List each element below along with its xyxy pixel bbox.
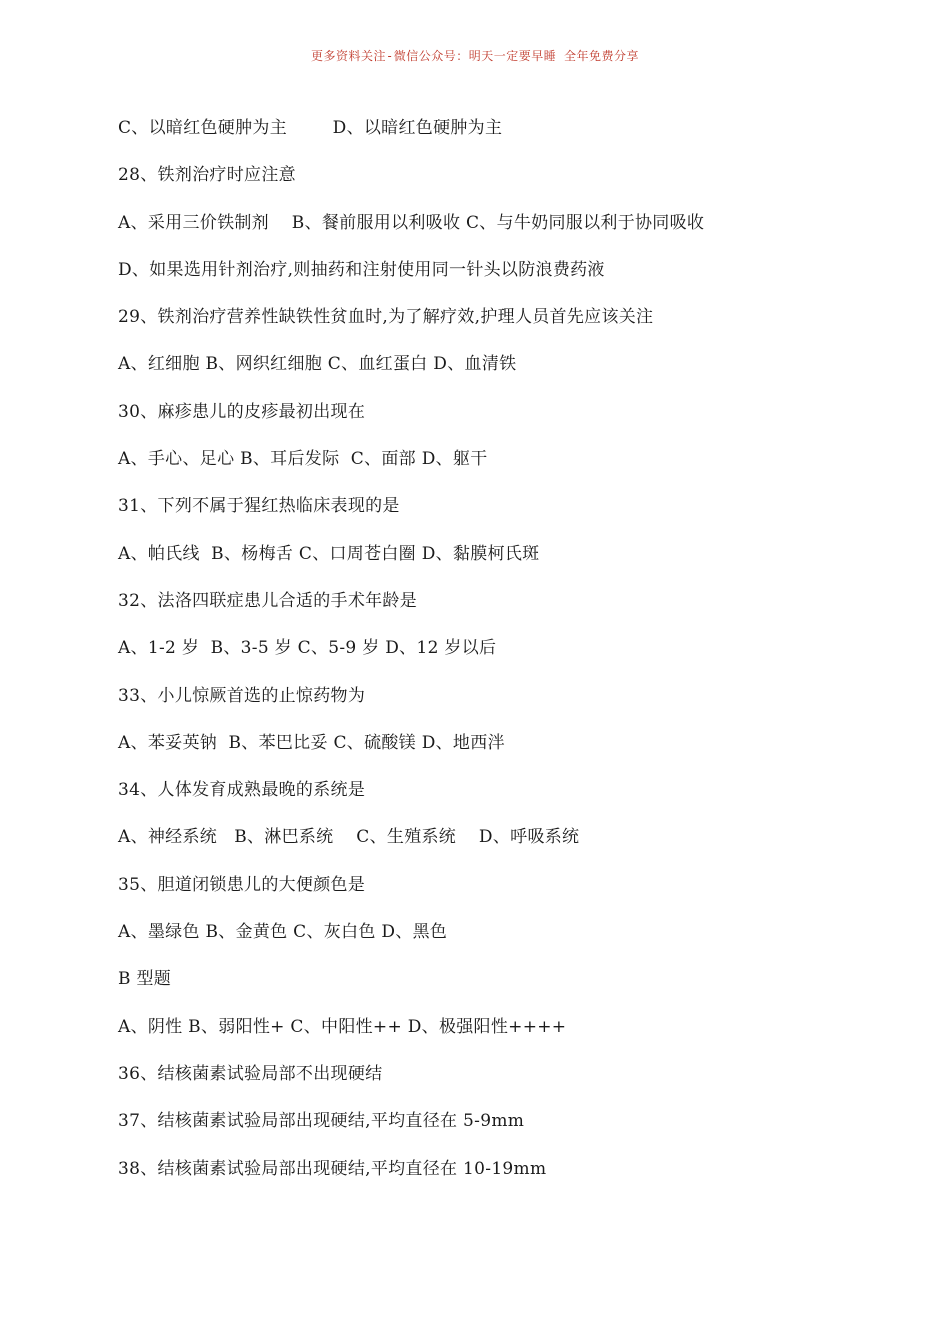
options-35: A、墨绿色 B、金黄色 C、灰白色 D、黑色 — [118, 922, 448, 943]
question-29: 29、铁剂治疗营养性缺铁性贫血时,为了解疗效,护理人员首先应该关注 — [118, 307, 654, 328]
options-34: A、神经系统 B、淋巴系统 C、生殖系统 D、呼吸系统 — [118, 827, 580, 848]
options-32: A、1-2 岁 B、3-5 岁 C、5-9 岁 D、12 岁以后 — [118, 638, 497, 659]
question-35: 35、胆道闭锁患儿的大便颜色是 — [118, 874, 366, 895]
question-32: 32、法洛四联症患儿合适的手术年龄是 — [118, 590, 418, 611]
question-37: 37、结核菌素试验局部出现硬结,平均直径在 5-9mm — [118, 1111, 525, 1132]
option-line-27: C、以暗红色硬肿为主 D、以暗红色硬肿为主 — [118, 118, 503, 138]
options-28-d: D、如果选用针剂治疗,则抽药和注射使用同一针头以防浪费药液 — [118, 259, 605, 280]
options-33: A、苯妥英钠 B、苯巴比妥 C、硫酸镁 D、地西泮 — [118, 732, 505, 753]
question-34: 34、人体发育成熟最晚的系统是 — [118, 780, 366, 801]
options-28-a-c: A、采用三价铁制剂 B、餐前服用以利吸收 C、与牛奶同服以利于协同吸收 — [118, 212, 705, 233]
section-heading-b-type: B 型题 — [118, 969, 172, 990]
question-33: 33、小儿惊厥首选的止惊药物为 — [118, 685, 366, 706]
options-b-type: A、阴性 B、弱阳性+ C、中阳性++ D、极强阳性++++ — [118, 1016, 567, 1037]
options-29: A、红细胞 B、网织红细胞 C、血红蛋白 D、血清铁 — [118, 354, 517, 375]
question-31: 31、下列不属于猩红热临床表现的是 — [118, 496, 400, 517]
document-body — [118, 113, 878, 1201]
question-28: 28、铁剂治疗时应注意 — [118, 165, 296, 186]
options-31: A、帕氏线 B、杨梅舌 C、口周苍白圈 D、黏膜柯氏斑 — [118, 543, 540, 564]
page-header-notice: 更多资料关注-微信公众号：明天一定要早睡 全年免费分享 — [311, 49, 639, 63]
options-30: A、手心、足心 B、耳后发际 C、面部 D、躯干 — [118, 449, 488, 470]
question-36: 36、结核菌素试验局部不出现硬结 — [118, 1063, 383, 1084]
question-30: 30、麻疹患儿的皮疹最初出现在 — [118, 401, 366, 422]
question-38: 38、结核菌素试验局部出现硬结,平均直径在 10-19mm — [118, 1158, 547, 1179]
